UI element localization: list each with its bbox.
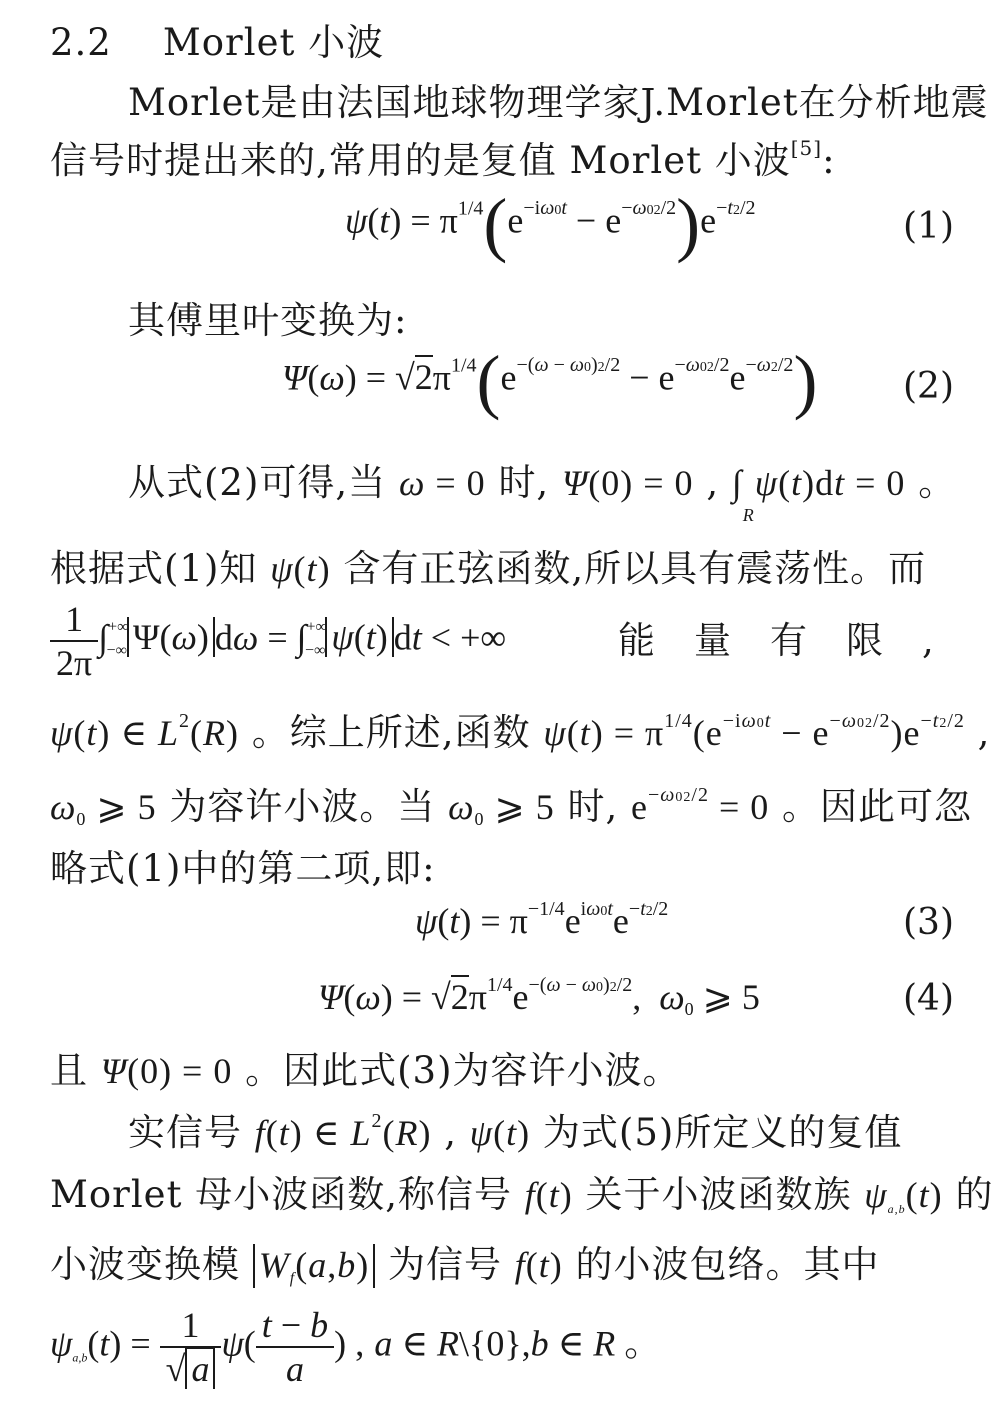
paragraph-line: 从式(2)可得,当 ω = 0 时, Ψ(0) = 0 , $\int_R\psi(t)dt = 0$ 。 <box>128 461 957 525</box>
section-heading <box>50 12 384 66</box>
section-number: 2.2 <box>50 21 112 64</box>
equation-number: (4) <box>903 978 954 1019</box>
section-title: Morlet 小波 <box>162 21 385 64</box>
paragraph-line: 小波变换模 $W_f(a,b)$ 为信号 f(t) 的小波包络。其中 <box>50 1243 880 1287</box>
paragraph-line: Morlet是由法国地球物理学家J.Morlet在分析地震 <box>128 81 989 124</box>
paragraph-line: 实信号 f(t) ∈ $L^2(R)$ , ψ(t) 为式(5)所定义的复值 <box>128 1110 903 1154</box>
paragraph-line: Morlet 母小波函数,称信号 f(t) 关于小波函数族 $\psi_{a,b}(t)$ 的 <box>50 1173 994 1216</box>
equation-number: (1) <box>903 206 954 247</box>
integral-expression: $\frac{1}{2\pi}$ $\int^{+\infty}_{-\infty}$ Ψ(ω) $d\omega = \int^{+\infty}_{-\infty}$ ψ(t) dt < +∞ <box>50 598 506 684</box>
citation: [5] <box>790 136 823 160</box>
equation-3: $\psi(t) = \pi^{-1/4}e^{i\omega 0t}e^{-t2/2}$ <box>415 898 669 941</box>
paragraph-line: 其傅里叶变换为: <box>128 299 408 342</box>
equation-2: $\Psi(\omega) = √2\pi^{1/4}(e^{-(\omega - \omega 0)2/2} - e^{-\omega 02/2}e^{-\omega 2/2})$ <box>282 341 818 421</box>
wavelet-family-definition: $\psi_{a,b}(t)$ = $\frac{1}{√ a}$ ψ( $\frac{t - b}{a}$ ) , a ∈ R\{0},b ∈ R 。 <box>50 1305 663 1389</box>
paragraph-line: $\omega_0$ ⩾ 5 为容许小波。当 $\omega_0$ ⩾ 5 时, $e^{-\omega 02/2} = 0$ 。因此可忽 <box>50 784 973 829</box>
equation-4: $\Psi(\omega) = √2\pi^{1/4}e^{-(\omega - \omega 0)2/2}$, $\omega_0$ ⩾ 5 <box>318 974 760 1019</box>
paragraph-line: 信号时提出来的,常用的是复值 Morlet 小波[5]: <box>50 136 836 182</box>
equation-1: $\psi(t) = \pi^{1/4}(e^{-i\omega 0t} - e^{-\omega 02/2})e^{-t2/2}$ <box>345 184 756 264</box>
equation-number: (3) <box>903 902 954 943</box>
equation-number: (2) <box>903 366 954 407</box>
paragraph-line: 根据式(1)知 ψ(t) 含有正弦函数,所以具有震荡性。而 <box>50 547 927 590</box>
paragraph-line: 能 量 有 限 , <box>618 619 935 662</box>
paragraph-line: 略式(1)中的第二项,即: <box>50 847 436 890</box>
paragraph-line: 且 Ψ(0) = 0 。因此式(3)为容许小波。 <box>50 1049 681 1092</box>
paragraph-line: ψ(t) ∈ $L^2(R)$ 。综上所述,函数 $\psi(t) = \pi^{1/4}(e^{-i\omega 0t} - e^{-\omega 02/2})e^{-t2/2}$ , <box>50 710 991 754</box>
